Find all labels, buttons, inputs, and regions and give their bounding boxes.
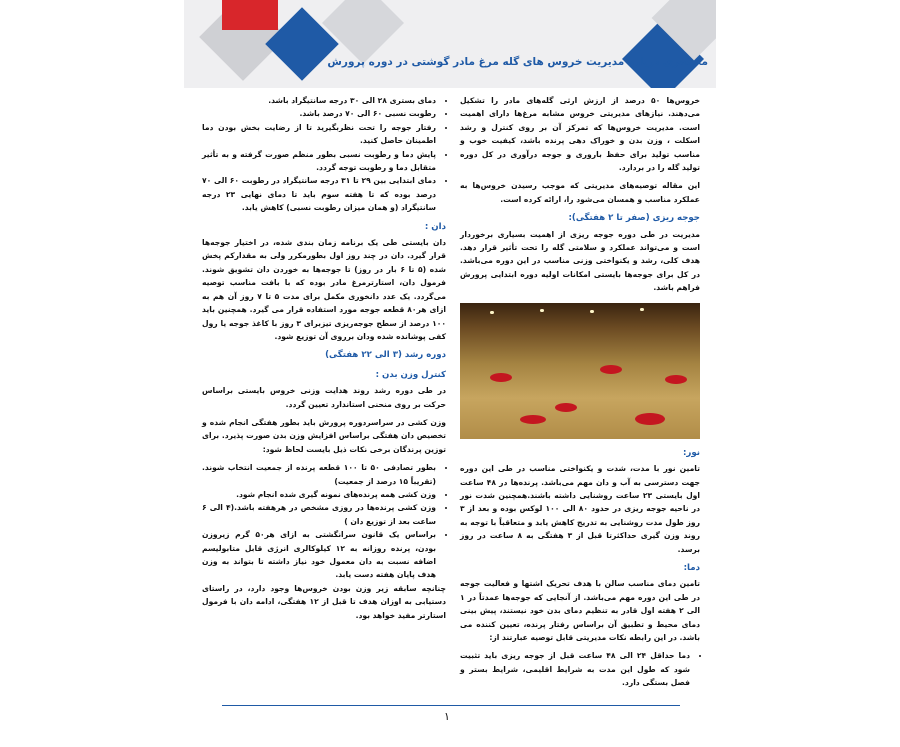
brooding-heading: جوجه ریزی (صفر تا ۲ هفتگی): bbox=[568, 213, 700, 224]
temperature-bullets bbox=[202, 94, 446, 215]
photo-feeder bbox=[490, 373, 512, 382]
weight-paragraph-1: در طی دوره رشد روند هدایت وزنی خروس بایستی براساس حرکت بر روی منحنی استاندارد تعیین گردد. bbox=[202, 386, 446, 409]
photo-feeder bbox=[520, 415, 546, 424]
photo-lamp bbox=[540, 309, 544, 312]
weight-paragraph-2: وزن کشی در سراسردوره پرورش باید بطور هفتگی انجام شده و تخصیص دان هفتگی براساس افزایش وزن بدن صورت پذیرد. برای توزین پرندگان برخی نکات ذیل بایست لحاظ شود: bbox=[202, 417, 446, 454]
growth-period-heading: دوره رشد (۳ الی ۲۲ هفتگی) bbox=[325, 350, 446, 361]
photo-feeder bbox=[635, 413, 665, 425]
bullet-item: • وزن کشی پرنده‌ها در روزی مشخص در هرهفته باشد.(۴ الی ۶ ساعت بعد از توزیع دان ) bbox=[202, 501, 436, 528]
bullet-item: • براساس یک قانون سرانگشتی به ازای هر۵۰ گرم زیروزن بودن، پرنده روزانه به ۱۲ کیلوکالری انرژی قابل متابولیسم اضافه نسبت به دان معمول خود نیاز داشته تا بتواند به وزن هدف پایان هفته دست یابد. bbox=[202, 528, 436, 582]
page-number: ۱ bbox=[444, 710, 450, 723]
bullet-item: • بطور تصادفی ۵۰ تا ۱۰۰ قطعه پرنده از جمعیت انتخاب شوند. (تقریباً ۱۵ درصد از جمعیت) bbox=[202, 461, 436, 488]
left-column bbox=[202, 94, 446, 627]
photo-lamp bbox=[590, 310, 594, 313]
temperature-list bbox=[460, 649, 700, 689]
bullet-item: • دمای بستری ۲۸ الی ۳۰ درجه سانتیگراد باشد. bbox=[202, 94, 436, 107]
temperature-bullet: • دما حداقل ۲۴ الی ۴۸ ساعت قبل از جوجه ریزی باید تثبیت شود که طول این مدت به شرایط اقلیمی، شرایط بستر و فصل بستگی دارد. bbox=[460, 649, 690, 689]
feed-heading: دان : bbox=[424, 221, 446, 232]
light-paragraph: تامین نور با مدت، شدت و یکنواختی مناسب در طی این دوره جهت دسترسی به آب و دان مهم می‌باشد. پرنده‌ها در ۴۸ ساعت اول بایستی ۲۳ ساعت روشنایی داشته باشند.همچنین شدت نور در ناحیه جوجه ریزی در حدود ۸۰ الی ۱۰۰ لوکس بوده و بعد از ۳ روز طول مدت روشنایی به تدریج کاهش یابد و متعاقباً با توجه به روند وزن گیری حداکثرتا قبل از ۳ هفتگی به ۸ ساعت در روز برسد. bbox=[460, 464, 701, 554]
photo-lamp bbox=[640, 308, 644, 311]
poultry-house-photo bbox=[460, 303, 700, 439]
weight-closing-paragraph: چنانچه سابقه زیر وزن بودن خروس‌ها وجود دارد، در راستای دستیابی به اوزان هدف تا قبل از ۱۲ هفتگی، ادامه دان با فرمول استارتر مفید خواهد بود. bbox=[202, 583, 446, 620]
photo-feeder bbox=[665, 375, 687, 384]
bullet-item: • دمای ابتدایی بین ۲۹ تا ۳۱ درجه سانتیگراد در رطوبت ۶۰ الی ۷۰ درصد بوده که تا هفته سوم باید تا دمای نهایی ۲۳ درجه سانتیگراد (و همان میزان رطوبت نسبی) کاهش یابد. bbox=[202, 174, 436, 214]
weight-control-heading: کنترل وزن بدن : bbox=[375, 369, 446, 380]
bullet-item: • وزن کشی همه پرنده‌های نمونه گیری شده انجام شود. bbox=[202, 488, 436, 501]
footer-divider bbox=[222, 705, 680, 706]
feed-paragraph: دان بایستی طی یک برنامه زمان بندی شده، در اختیار جوجه‌ها قرار گیرد. دان در چند روز اول بطورمکرر ولی به مقدارکم پخش شده (۵ تا ۶ بار در روز) تا جوجه‌ها به خوردن دان تشویق شوند. فرمول دان، استارترمرغ مادر بوده که با بافت مناسب توصیه می‌گردد. یک عدد دانخوری مکمل برای مدت ۵ تا ۷ روز آن هم به ازای هر۸۰ قطعه جوجه مورد استفاده قرار می گیرد. همچنین باید ۱۰۰ درصد از سطح جوجه‌ریزی تیزبرای ۳ روز با کاغذ جوجه یا رول کفی پوشانده شده ودان برروی آن توزیع شود. bbox=[202, 238, 447, 341]
temperature-heading: دما: bbox=[683, 562, 700, 573]
photo-feeder bbox=[555, 403, 577, 412]
bullet-item: • رفتار جوجه را تحت نظربگیرید تا از رضایت بخش بودن دما اطمینان حاصل کنید. bbox=[202, 121, 436, 148]
intro-paragraph-2: این مقاله توصیه‌های مدیریتی که موجب رسیدن خروس‌ها به عملکرد مناسب و همسان می‌شود را، ارائه کرده است. bbox=[460, 181, 700, 204]
weight-bullets bbox=[202, 461, 446, 582]
bullet-item: • رطوبت نسبی ۶۰ الی ۷۰ درصد باشد. bbox=[202, 107, 436, 120]
gray-diamond-mid bbox=[322, 0, 404, 64]
red-square bbox=[222, 0, 278, 30]
header-decoration bbox=[184, 0, 716, 88]
light-heading: نور: bbox=[683, 447, 700, 458]
document-page bbox=[184, 0, 716, 747]
page-title: مختصری درباره مدیریت خروس های گله مرغ مادر گوشتی در دوره پرورش bbox=[327, 56, 708, 68]
photo-lamp bbox=[490, 311, 494, 314]
photo-feeder bbox=[600, 365, 622, 374]
intro-paragraph-1: خروس‌ها ۵۰ درصد از ارزش ارثی گله‌های مادر را تشکیل می‌دهند. نیازهای مدیریتی خروس مشابه مرغ‌ها دارای اهمیت است. مدیریت خروس‌ها که تمرکز آن بر روی کنترل و رشد اسکلت ، وزن بدن و خوراک دهی پرنده باشد، کیفیت خوب و مناسب تولید برای حفظ باروری و جوجه درآوری در کل دوره تولید گله را در بردارد. bbox=[460, 96, 701, 173]
bullet-item: • پایش دما و رطوبت نسبی بطور منظم صورت گرفته و به تأثیر متقابل دما و رطوبت توجه گردد. bbox=[202, 148, 436, 175]
temperature-paragraph: تامین دمای مناسب سالن با هدف تحریک اشتها و فعالیت جوجه در طی این دوره مهم می‌باشد. از آنجایی که جوجه‌ها عمدتاً در ۱ الی ۲ هفته اول قادر به تنظیم دمای بدن خود نیستند، پیش بینی دمای محیط و تطبیق آن براساس رفتار پرنده، تعیین کننده می باشد. در این رابطه نکات مدیریتی قابل توصیه عبارتند از: bbox=[460, 579, 700, 642]
right-column bbox=[460, 94, 700, 690]
brooding-paragraph: مدیریت در طی دوره جوجه ریزی از اهمیت بسیاری برخوردار است و می‌تواند عملکرد و سلامتی گله را تحت تأثیر قرار دهد. هدف کلی، رشد و یکنواختی وزنی مناسب در این دوره می‌باشد. در کل برای جوجه‌ها بایستی امکانات اولیه دوره ابتدایی پرورش فراهم باشد. bbox=[460, 229, 700, 293]
